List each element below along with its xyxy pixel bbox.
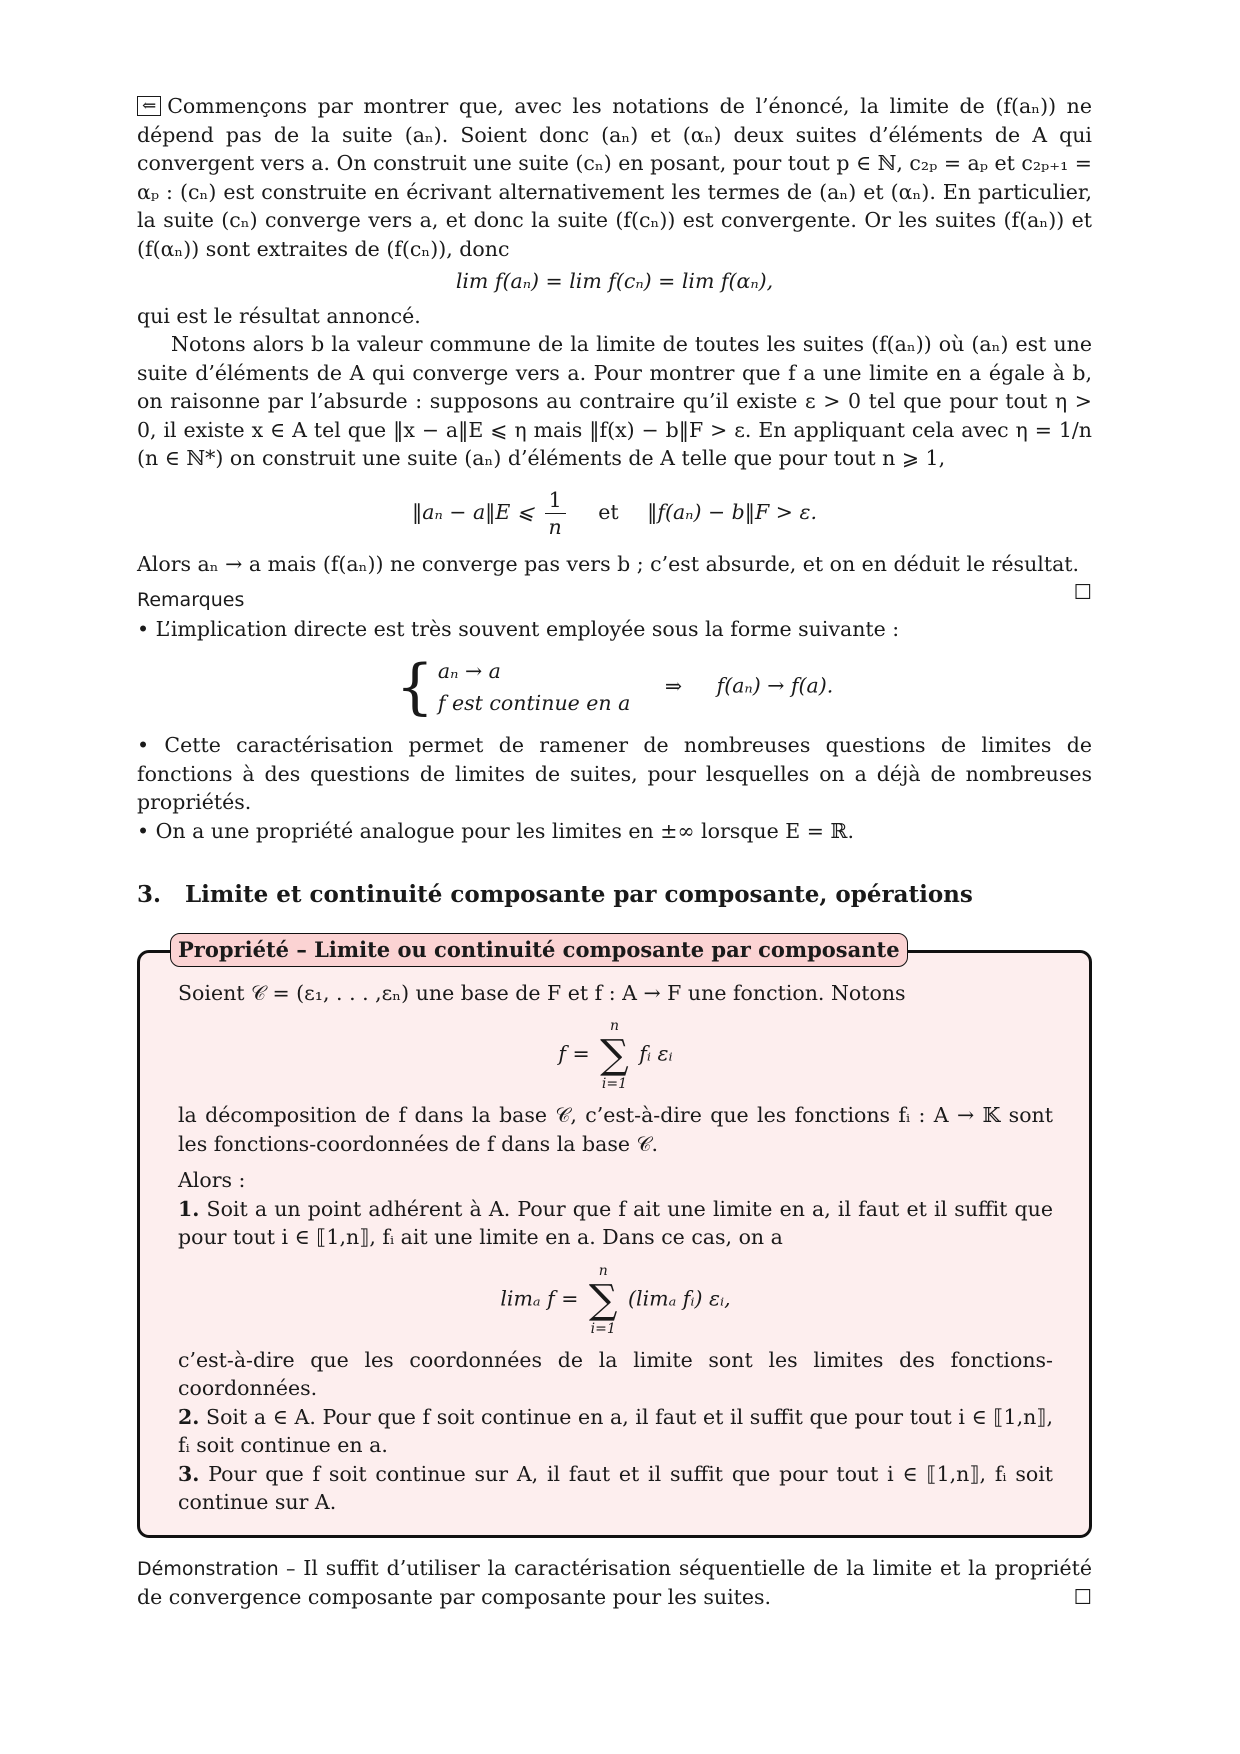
property-title: Propriété – Limite ou continuité composante par composante [170, 933, 908, 967]
qed-square-icon: ☐ [1073, 580, 1092, 604]
reverse-implication-icon: ⇐ [137, 96, 161, 116]
demonstration-paragraph: Démonstration – Il suffit d’utiliser la caractérisation séquentielle de la limite et la propriété de convergence composante par composante pour les suites. ☐ [137, 1554, 1092, 1612]
property-item-1-end: c’est-à-dire que les coordonnées de la limite sont les limites des fonctions-coordonnées. [178, 1347, 1053, 1400]
equation-limits: lim f(aₙ) = lim f(cₙ) = lim f(αₙ), [455, 269, 774, 293]
proof-paragraph-3: Notons alors b la valeur commune de la limite de toutes les suites (f(aₙ)) où (aₙ) est une suite d’éléments de A qui converge vers a. Pour montrer que f a une limite en a égale à b, on raisonne par l’absurde : supposons au contraire qu’il existe ε > 0 tel que pour tout η > 0, il existe x ∈ A tel que ‖x − a‖E ⩽ η mais ‖f(x) − b‖F > ε. En appliquant cela avec η = 1/n (n ∈ ℕ*) on construit une suite (aₙ) d’éléments de A telle que pour tout n ⩾ 1, [137, 332, 1092, 470]
remark-3: • On a une propriété analogue pour les limites en ±∞ lorsque E = ℝ. [137, 818, 854, 843]
property-box [137, 936, 1092, 1538]
demonstration-label: Démonstration – [137, 1557, 296, 1580]
property-item-1: 1. Soit a un point adhérent à A. Pour que f ait une limite en a, il faut et il suffit que pour tout i ∈ ⟦1,n⟧, fᵢ ait une limite en a. Dans ce cas, on a [178, 1196, 1053, 1249]
proof-paragraph-2: qui est le résultat annoncé. [137, 303, 421, 328]
remark-2: • Cette caractérisation permet de ramener de nombreuses questions de limites de fonctions à des questions de limites de suites, pour lesquelles on a déjà de nombreuses propriétés. [137, 733, 1092, 814]
property-intro: Soient 𝒞 = (ε₁, . . . ,εₙ) une base de F et f : A → F une fonction. Notons [178, 980, 906, 1005]
implies-icon: ⇒ [664, 673, 683, 698]
equation-inequalities: ‖aₙ − a‖E ⩽ $\frac{1}{n}$ et ‖f(aₙ) − b‖F > ε. [411, 487, 818, 539]
sum-symbol: n ∑ i=1 [600, 1018, 629, 1092]
proof-paragraph-1: ⇐ Commençons par montrer que, avec les notations de l’énoncé, la limite de (f(aₙ)) ne dépend pas de la suite (aₙ). Soient donc (aₙ) et (αₙ) deux suites d’éléments de A qui convergent vers a. On construit une suite (cₙ) en posant, pour tout p ∈ ℕ, c₂ₚ = aₚ et c₂ₚ₊₁ = αₚ : (cₙ) est construite en écrivant alternativement les termes de (aₙ) et (αₙ). En particulier, la suite (cₙ) converge vers a, et donc la suite (f(cₙ)) est convergente. Or les suites (f(aₙ)) et (f(αₙ)) sont extraites de (f(cₙ)), donc [137, 94, 1092, 261]
property-item-2: 2. Soit a ∈ A. Pour que f soit continue en a, il faut et il suffit que pour tout i ∈ ⟦1,n⟧, fᵢ soit continue en a. [178, 1404, 1053, 1457]
property-decomposition-text: la décomposition de f dans la base 𝒞, c’est-à-dire que les fonctions fᵢ : A → 𝕂 sont les fonctions-coordonnées de f dans la base 𝒞. [178, 1103, 1053, 1156]
sum-symbol-2: n ∑ i=1 [588, 1262, 618, 1337]
page-content [137, 92, 1092, 1612]
left-brace-icon: { [395, 652, 434, 722]
proof-paragraph-4: Alors aₙ → a mais (f(aₙ)) ne converge pas vers b ; c’est absurde, et on en déduit le résultat. ☐ [137, 550, 1092, 579]
equation-decomposition: f = n ∑ i=1 fᵢ εᵢ [558, 1018, 673, 1092]
remarks-heading: Remarques [137, 589, 245, 611]
implication-system: { aₙ → a f est continue en a ⇒ f(aₙ) → f(a). [395, 652, 834, 722]
property-alors: Alors : [178, 1168, 246, 1192]
equation-limit-sum: limₐ f = n ∑ i=1 (limₐ fᵢ) εᵢ, [500, 1262, 731, 1337]
section-heading: 3. Limite et continuité composante par composante, opérations [137, 881, 973, 908]
property-item-3: 3. Pour que f soit continue sur A, il faut et il suffit que pour tout i ∈ ⟦1,n⟧, fᵢ soit continue sur A. [178, 1461, 1053, 1514]
remark-1: • L’implication directe est très souvent employée sous la forme suivante : [137, 616, 900, 641]
qed-square-icon-2: ☐ [1073, 1585, 1092, 1609]
fraction-one-over-n: $\frac{1}{n}$ [545, 487, 566, 540]
